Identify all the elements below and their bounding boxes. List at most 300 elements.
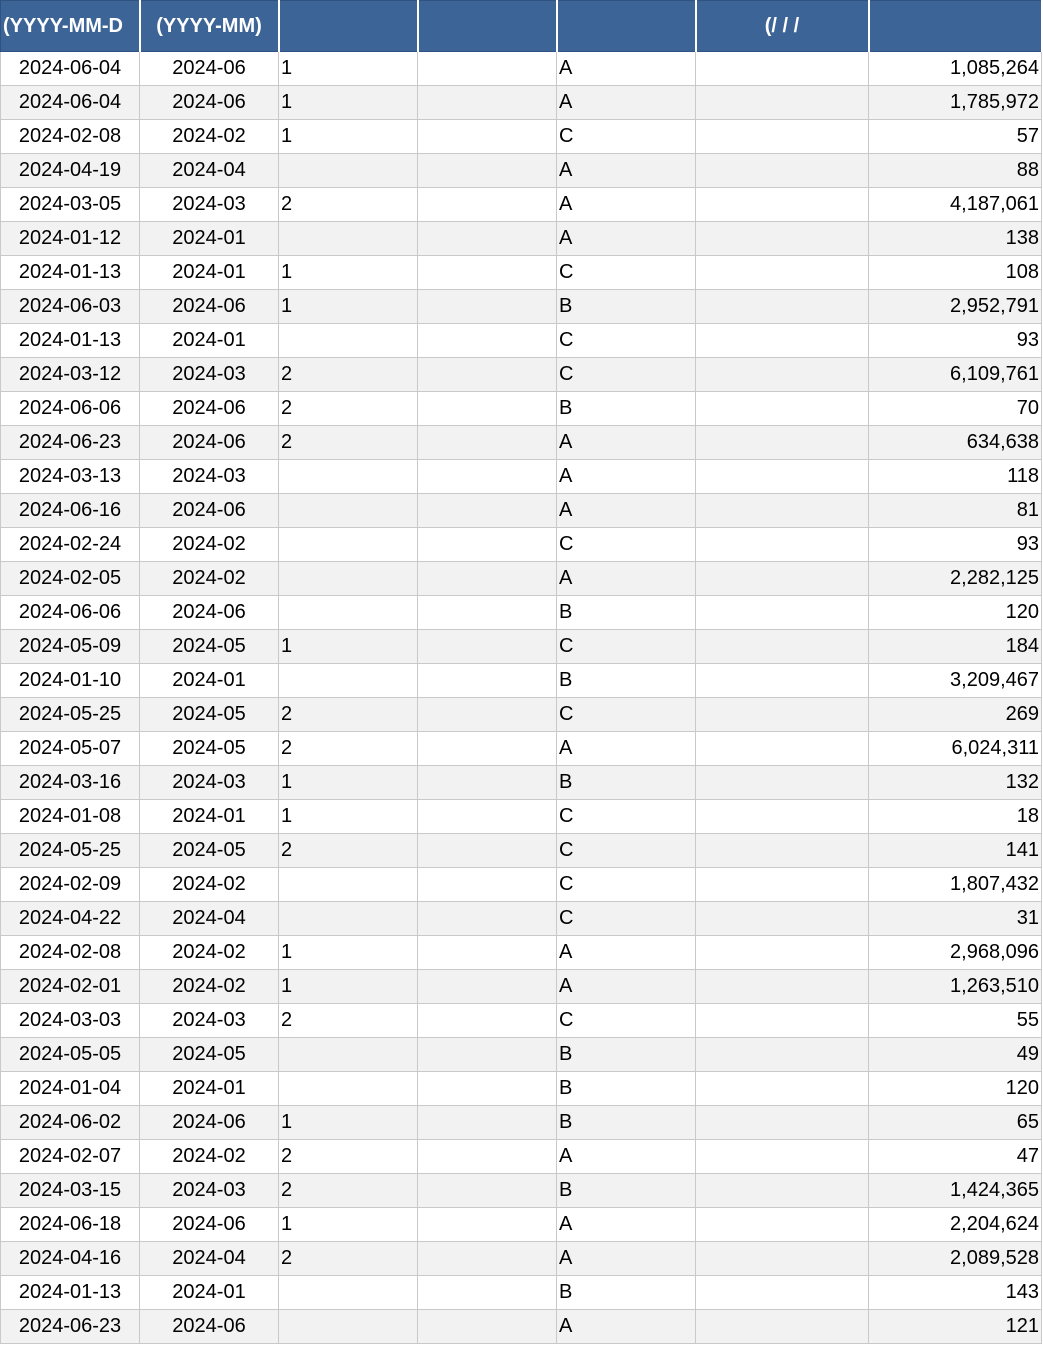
cell-col5[interactable]: B xyxy=(557,1072,696,1106)
cell-month[interactable]: 2024-01 xyxy=(140,324,279,358)
cell-col4[interactable] xyxy=(418,86,557,120)
cell-col3[interactable]: 2 xyxy=(279,1242,418,1276)
cell-month[interactable]: 2024-06 xyxy=(140,426,279,460)
table-row[interactable] xyxy=(1,188,1042,222)
cell-col5[interactable]: C xyxy=(557,800,696,834)
table-row[interactable] xyxy=(1,1310,1042,1344)
cell-col6[interactable] xyxy=(696,52,869,86)
cell-date[interactable]: 2024-02-09 xyxy=(1,868,140,902)
cell-date[interactable]: 2024-06-06 xyxy=(1,596,140,630)
cell-col4[interactable] xyxy=(418,1004,557,1038)
column-header-6[interactable]: (/ / / xyxy=(696,1,869,52)
cell-col4[interactable] xyxy=(418,596,557,630)
cell-col6[interactable] xyxy=(696,732,869,766)
table-row[interactable] xyxy=(1,630,1042,664)
cell-col6[interactable] xyxy=(696,154,869,188)
cell-date[interactable]: 2024-04-19 xyxy=(1,154,140,188)
cell-month[interactable]: 2024-06 xyxy=(140,494,279,528)
cell-col3[interactable]: 2 xyxy=(279,426,418,460)
cell-col6[interactable] xyxy=(696,460,869,494)
cell-date[interactable]: 2024-01-13 xyxy=(1,256,140,290)
cell-month[interactable]: 2024-06 xyxy=(140,392,279,426)
cell-col6[interactable] xyxy=(696,324,869,358)
cell-amount[interactable]: 121 xyxy=(869,1310,1042,1344)
cell-col6[interactable] xyxy=(696,528,869,562)
cell-amount[interactable]: 2,952,791 xyxy=(869,290,1042,324)
table-row[interactable] xyxy=(1,664,1042,698)
cell-col5[interactable]: C xyxy=(557,868,696,902)
cell-col3[interactable] xyxy=(279,1038,418,1072)
cell-date[interactable]: 2024-01-12 xyxy=(1,222,140,256)
cell-col6[interactable] xyxy=(696,1310,869,1344)
cell-col4[interactable] xyxy=(418,154,557,188)
cell-col3[interactable]: 2 xyxy=(279,698,418,732)
cell-col6[interactable] xyxy=(696,188,869,222)
cell-col5[interactable]: C xyxy=(557,630,696,664)
table-row[interactable] xyxy=(1,732,1042,766)
cell-month[interactable]: 2024-03 xyxy=(140,188,279,222)
table-row[interactable] xyxy=(1,868,1042,902)
table-row[interactable] xyxy=(1,426,1042,460)
cell-col5[interactable]: C xyxy=(557,324,696,358)
cell-amount[interactable]: 18 xyxy=(869,800,1042,834)
cell-date[interactable]: 2024-02-08 xyxy=(1,120,140,154)
cell-month[interactable]: 2024-02 xyxy=(140,528,279,562)
cell-col5[interactable]: C xyxy=(557,358,696,392)
table-row[interactable] xyxy=(1,494,1042,528)
cell-col3[interactable] xyxy=(279,528,418,562)
cell-col4[interactable] xyxy=(418,562,557,596)
table-row[interactable] xyxy=(1,1004,1042,1038)
cell-col3[interactable] xyxy=(279,596,418,630)
cell-amount[interactable]: 6,109,761 xyxy=(869,358,1042,392)
cell-col3[interactable]: 1 xyxy=(279,970,418,1004)
cell-col4[interactable] xyxy=(418,698,557,732)
cell-amount[interactable]: 120 xyxy=(869,1072,1042,1106)
cell-date[interactable]: 2024-04-22 xyxy=(1,902,140,936)
cell-col6[interactable] xyxy=(696,562,869,596)
cell-col5[interactable]: B xyxy=(557,766,696,800)
cell-col5[interactable]: C xyxy=(557,256,696,290)
column-header-5[interactable] xyxy=(557,1,696,52)
cell-month[interactable]: 2024-01 xyxy=(140,800,279,834)
cell-col3[interactable]: 1 xyxy=(279,52,418,86)
cell-col4[interactable] xyxy=(418,188,557,222)
cell-col4[interactable] xyxy=(418,902,557,936)
cell-amount[interactable]: 118 xyxy=(869,460,1042,494)
cell-col4[interactable] xyxy=(418,52,557,86)
cell-date[interactable]: 2024-03-13 xyxy=(1,460,140,494)
table-row[interactable] xyxy=(1,1242,1042,1276)
cell-col3[interactable]: 2 xyxy=(279,1140,418,1174)
cell-amount[interactable]: 31 xyxy=(869,902,1042,936)
cell-amount[interactable]: 143 xyxy=(869,1276,1042,1310)
cell-amount[interactable]: 2,089,528 xyxy=(869,1242,1042,1276)
cell-month[interactable]: 2024-06 xyxy=(140,1310,279,1344)
cell-amount[interactable]: 6,024,311 xyxy=(869,732,1042,766)
cell-col3[interactable] xyxy=(279,664,418,698)
cell-date[interactable]: 2024-05-05 xyxy=(1,1038,140,1072)
cell-col4[interactable] xyxy=(418,664,557,698)
cell-col3[interactable]: 2 xyxy=(279,834,418,868)
cell-month[interactable]: 2024-04 xyxy=(140,902,279,936)
cell-month[interactable]: 2024-05 xyxy=(140,834,279,868)
cell-amount[interactable]: 2,282,125 xyxy=(869,562,1042,596)
cell-month[interactable]: 2024-02 xyxy=(140,868,279,902)
column-header-4[interactable] xyxy=(418,1,557,52)
cell-col3[interactable]: 2 xyxy=(279,392,418,426)
cell-col5[interactable]: C xyxy=(557,698,696,732)
cell-col3[interactable]: 2 xyxy=(279,358,418,392)
cell-month[interactable]: 2024-03 xyxy=(140,358,279,392)
cell-col4[interactable] xyxy=(418,494,557,528)
cell-date[interactable]: 2024-02-08 xyxy=(1,936,140,970)
table-row[interactable] xyxy=(1,1174,1042,1208)
cell-col6[interactable] xyxy=(696,1174,869,1208)
cell-col6[interactable] xyxy=(696,120,869,154)
cell-col6[interactable] xyxy=(696,256,869,290)
table-row[interactable] xyxy=(1,1276,1042,1310)
table-row[interactable] xyxy=(1,766,1042,800)
table-row[interactable] xyxy=(1,834,1042,868)
cell-col5[interactable]: A xyxy=(557,188,696,222)
cell-month[interactable]: 2024-06 xyxy=(140,1106,279,1140)
cell-month[interactable]: 2024-01 xyxy=(140,222,279,256)
cell-month[interactable]: 2024-02 xyxy=(140,936,279,970)
cell-col5[interactable]: B xyxy=(557,1174,696,1208)
cell-col4[interactable] xyxy=(418,1310,557,1344)
cell-amount[interactable]: 1,785,972 xyxy=(869,86,1042,120)
cell-month[interactable]: 2024-06 xyxy=(140,290,279,324)
cell-col3[interactable]: 1 xyxy=(279,120,418,154)
cell-col3[interactable]: 1 xyxy=(279,936,418,970)
cell-month[interactable]: 2024-06 xyxy=(140,596,279,630)
cell-col3[interactable] xyxy=(279,460,418,494)
cell-amount[interactable]: 65 xyxy=(869,1106,1042,1140)
cell-amount[interactable]: 3,209,467 xyxy=(869,664,1042,698)
cell-col4[interactable] xyxy=(418,392,557,426)
cell-col5[interactable]: C xyxy=(557,1004,696,1038)
cell-month[interactable]: 2024-06 xyxy=(140,86,279,120)
cell-col6[interactable] xyxy=(696,596,869,630)
cell-amount[interactable]: 269 xyxy=(869,698,1042,732)
cell-col6[interactable] xyxy=(696,1242,869,1276)
cell-col6[interactable] xyxy=(696,1072,869,1106)
cell-col5[interactable]: B xyxy=(557,290,696,324)
cell-col3[interactable]: 1 xyxy=(279,86,418,120)
cell-col6[interactable] xyxy=(696,1140,869,1174)
cell-col3[interactable]: 1 xyxy=(279,1106,418,1140)
cell-col4[interactable] xyxy=(418,1140,557,1174)
cell-date[interactable]: 2024-05-09 xyxy=(1,630,140,664)
cell-date[interactable]: 2024-03-16 xyxy=(1,766,140,800)
cell-col4[interactable] xyxy=(418,732,557,766)
table-row[interactable] xyxy=(1,290,1042,324)
table-row[interactable] xyxy=(1,1140,1042,1174)
cell-col6[interactable] xyxy=(696,358,869,392)
table-row[interactable] xyxy=(1,392,1042,426)
cell-col6[interactable] xyxy=(696,222,869,256)
cell-col3[interactable] xyxy=(279,324,418,358)
cell-date[interactable]: 2024-04-16 xyxy=(1,1242,140,1276)
cell-col3[interactable] xyxy=(279,154,418,188)
cell-month[interactable]: 2024-06 xyxy=(140,1208,279,1242)
cell-col5[interactable]: A xyxy=(557,1242,696,1276)
cell-col5[interactable]: A xyxy=(557,154,696,188)
cell-col5[interactable]: A xyxy=(557,1140,696,1174)
cell-amount[interactable]: 141 xyxy=(869,834,1042,868)
cell-amount[interactable]: 138 xyxy=(869,222,1042,256)
cell-date[interactable]: 2024-03-12 xyxy=(1,358,140,392)
cell-col4[interactable] xyxy=(418,970,557,1004)
cell-col6[interactable] xyxy=(696,834,869,868)
cell-col4[interactable] xyxy=(418,426,557,460)
cell-col4[interactable] xyxy=(418,766,557,800)
cell-col6[interactable] xyxy=(696,1106,869,1140)
cell-col3[interactable] xyxy=(279,1072,418,1106)
cell-col4[interactable] xyxy=(418,222,557,256)
cell-col6[interactable] xyxy=(696,868,869,902)
cell-col3[interactable] xyxy=(279,222,418,256)
table-row[interactable] xyxy=(1,970,1042,1004)
cell-col4[interactable] xyxy=(418,1072,557,1106)
cell-col6[interactable] xyxy=(696,1038,869,1072)
cell-date[interactable]: 2024-05-25 xyxy=(1,834,140,868)
cell-col6[interactable] xyxy=(696,630,869,664)
cell-month[interactable]: 2024-03 xyxy=(140,1004,279,1038)
cell-col4[interactable] xyxy=(418,1276,557,1310)
cell-col5[interactable]: A xyxy=(557,494,696,528)
cell-col6[interactable] xyxy=(696,800,869,834)
cell-col5[interactable]: A xyxy=(557,562,696,596)
cell-col6[interactable] xyxy=(696,936,869,970)
cell-col3[interactable]: 2 xyxy=(279,1004,418,1038)
cell-col5[interactable]: B xyxy=(557,1106,696,1140)
cell-col4[interactable] xyxy=(418,1038,557,1072)
cell-amount[interactable]: 120 xyxy=(869,596,1042,630)
cell-amount[interactable]: 81 xyxy=(869,494,1042,528)
cell-col3[interactable]: 1 xyxy=(279,1208,418,1242)
cell-col3[interactable]: 2 xyxy=(279,732,418,766)
cell-month[interactable]: 2024-05 xyxy=(140,1038,279,1072)
cell-date[interactable]: 2024-02-07 xyxy=(1,1140,140,1174)
table-row[interactable] xyxy=(1,256,1042,290)
cell-col5[interactable]: B xyxy=(557,1038,696,1072)
cell-date[interactable]: 2024-06-23 xyxy=(1,1310,140,1344)
cell-col3[interactable]: 1 xyxy=(279,290,418,324)
cell-col3[interactable]: 2 xyxy=(279,1174,418,1208)
cell-month[interactable]: 2024-01 xyxy=(140,256,279,290)
cell-month[interactable]: 2024-05 xyxy=(140,630,279,664)
cell-col6[interactable] xyxy=(696,1276,869,1310)
cell-date[interactable]: 2024-03-03 xyxy=(1,1004,140,1038)
cell-date[interactable]: 2024-01-10 xyxy=(1,664,140,698)
table-row[interactable] xyxy=(1,562,1042,596)
cell-date[interactable]: 2024-05-07 xyxy=(1,732,140,766)
cell-month[interactable]: 2024-04 xyxy=(140,154,279,188)
cell-col6[interactable] xyxy=(696,494,869,528)
cell-col4[interactable] xyxy=(418,834,557,868)
cell-col5[interactable]: B xyxy=(557,1276,696,1310)
table-row[interactable] xyxy=(1,698,1042,732)
cell-col3[interactable] xyxy=(279,902,418,936)
cell-col6[interactable] xyxy=(696,86,869,120)
cell-col6[interactable] xyxy=(696,970,869,1004)
cell-col5[interactable]: B xyxy=(557,392,696,426)
cell-col5[interactable]: A xyxy=(557,222,696,256)
cell-date[interactable]: 2024-06-04 xyxy=(1,52,140,86)
table-row[interactable] xyxy=(1,1208,1042,1242)
cell-col5[interactable]: A xyxy=(557,460,696,494)
table-row[interactable] xyxy=(1,1106,1042,1140)
cell-col4[interactable] xyxy=(418,1208,557,1242)
cell-col4[interactable] xyxy=(418,290,557,324)
cell-col3[interactable]: 1 xyxy=(279,630,418,664)
cell-col4[interactable] xyxy=(418,630,557,664)
cell-date[interactable]: 2024-06-03 xyxy=(1,290,140,324)
cell-amount[interactable]: 184 xyxy=(869,630,1042,664)
cell-amount[interactable]: 70 xyxy=(869,392,1042,426)
cell-date[interactable]: 2024-06-16 xyxy=(1,494,140,528)
cell-month[interactable]: 2024-06 xyxy=(140,52,279,86)
cell-col3[interactable]: 1 xyxy=(279,800,418,834)
table-row[interactable] xyxy=(1,222,1042,256)
table-row[interactable] xyxy=(1,154,1042,188)
cell-amount[interactable]: 88 xyxy=(869,154,1042,188)
cell-col4[interactable] xyxy=(418,120,557,154)
cell-col4[interactable] xyxy=(418,1242,557,1276)
cell-col6[interactable] xyxy=(696,1208,869,1242)
cell-month[interactable]: 2024-02 xyxy=(140,562,279,596)
cell-amount[interactable]: 108 xyxy=(869,256,1042,290)
cell-col3[interactable]: 2 xyxy=(279,188,418,222)
cell-col6[interactable] xyxy=(696,766,869,800)
cell-col5[interactable]: C xyxy=(557,120,696,154)
table-row[interactable] xyxy=(1,358,1042,392)
table-row[interactable] xyxy=(1,936,1042,970)
cell-date[interactable]: 2024-06-02 xyxy=(1,1106,140,1140)
cell-date[interactable]: 2024-01-13 xyxy=(1,324,140,358)
cell-col4[interactable] xyxy=(418,936,557,970)
cell-amount[interactable]: 93 xyxy=(869,528,1042,562)
cell-col5[interactable]: A xyxy=(557,426,696,460)
column-header-3[interactable] xyxy=(279,1,418,52)
cell-amount[interactable]: 132 xyxy=(869,766,1042,800)
cell-date[interactable]: 2024-02-24 xyxy=(1,528,140,562)
cell-date[interactable]: 2024-03-15 xyxy=(1,1174,140,1208)
table-row[interactable] xyxy=(1,902,1042,936)
cell-col4[interactable] xyxy=(418,868,557,902)
cell-col3[interactable] xyxy=(279,868,418,902)
table-row[interactable] xyxy=(1,324,1042,358)
cell-col4[interactable] xyxy=(418,358,557,392)
cell-month[interactable]: 2024-02 xyxy=(140,970,279,1004)
cell-amount[interactable]: 1,424,365 xyxy=(869,1174,1042,1208)
table-row[interactable] xyxy=(1,460,1042,494)
cell-col6[interactable] xyxy=(696,392,869,426)
column-header-month[interactable]: (YYYY-MM) xyxy=(140,1,279,52)
cell-amount[interactable]: 1,085,264 xyxy=(869,52,1042,86)
cell-month[interactable]: 2024-04 xyxy=(140,1242,279,1276)
cell-col4[interactable] xyxy=(418,528,557,562)
cell-month[interactable]: 2024-05 xyxy=(140,732,279,766)
cell-amount[interactable]: 55 xyxy=(869,1004,1042,1038)
cell-amount[interactable]: 4,187,061 xyxy=(869,188,1042,222)
cell-col5[interactable]: A xyxy=(557,1208,696,1242)
cell-month[interactable]: 2024-01 xyxy=(140,1276,279,1310)
cell-col5[interactable]: A xyxy=(557,1310,696,1344)
cell-col3[interactable] xyxy=(279,562,418,596)
column-header-amount[interactable] xyxy=(869,1,1042,52)
cell-col5[interactable]: B xyxy=(557,664,696,698)
cell-date[interactable]: 2024-06-18 xyxy=(1,1208,140,1242)
table-row[interactable] xyxy=(1,800,1042,834)
cell-date[interactable]: 2024-01-13 xyxy=(1,1276,140,1310)
cell-amount[interactable]: 2,204,624 xyxy=(869,1208,1042,1242)
cell-month[interactable]: 2024-03 xyxy=(140,460,279,494)
cell-month[interactable]: 2024-02 xyxy=(140,120,279,154)
cell-date[interactable]: 2024-06-04 xyxy=(1,86,140,120)
cell-amount[interactable]: 47 xyxy=(869,1140,1042,1174)
cell-month[interactable]: 2024-03 xyxy=(140,766,279,800)
cell-col4[interactable] xyxy=(418,324,557,358)
cell-col5[interactable]: A xyxy=(557,52,696,86)
cell-col3[interactable] xyxy=(279,1310,418,1344)
cell-col6[interactable] xyxy=(696,664,869,698)
cell-col5[interactable]: B xyxy=(557,596,696,630)
cell-col3[interactable]: 1 xyxy=(279,256,418,290)
cell-date[interactable]: 2024-03-05 xyxy=(1,188,140,222)
table-row[interactable] xyxy=(1,52,1042,86)
cell-col6[interactable] xyxy=(696,902,869,936)
cell-col4[interactable] xyxy=(418,1174,557,1208)
cell-col4[interactable] xyxy=(418,1106,557,1140)
cell-amount[interactable]: 57 xyxy=(869,120,1042,154)
cell-col5[interactable]: A xyxy=(557,970,696,1004)
cell-col6[interactable] xyxy=(696,426,869,460)
table-row[interactable] xyxy=(1,528,1042,562)
cell-col5[interactable]: C xyxy=(557,834,696,868)
cell-col3[interactable]: 1 xyxy=(279,766,418,800)
column-header-date[interactable]: (YYYY-MM-D xyxy=(1,1,140,52)
cell-date[interactable]: 2024-05-25 xyxy=(1,698,140,732)
cell-col5[interactable]: C xyxy=(557,902,696,936)
cell-amount[interactable]: 93 xyxy=(869,324,1042,358)
cell-month[interactable]: 2024-05 xyxy=(140,698,279,732)
cell-col5[interactable]: A xyxy=(557,936,696,970)
table-row[interactable] xyxy=(1,120,1042,154)
cell-col5[interactable]: A xyxy=(557,86,696,120)
cell-month[interactable]: 2024-02 xyxy=(140,1140,279,1174)
cell-amount[interactable]: 1,807,432 xyxy=(869,868,1042,902)
cell-amount[interactable]: 1,263,510 xyxy=(869,970,1042,1004)
cell-col6[interactable] xyxy=(696,1004,869,1038)
cell-amount[interactable]: 49 xyxy=(869,1038,1042,1072)
table-row[interactable] xyxy=(1,596,1042,630)
cell-date[interactable]: 2024-02-01 xyxy=(1,970,140,1004)
cell-col4[interactable] xyxy=(418,256,557,290)
cell-col3[interactable] xyxy=(279,1276,418,1310)
cell-col6[interactable] xyxy=(696,698,869,732)
cell-date[interactable]: 2024-02-05 xyxy=(1,562,140,596)
cell-col4[interactable] xyxy=(418,800,557,834)
cell-col4[interactable] xyxy=(418,460,557,494)
cell-col5[interactable]: A xyxy=(557,732,696,766)
cell-col3[interactable] xyxy=(279,494,418,528)
cell-col5[interactable]: C xyxy=(557,528,696,562)
table-row[interactable] xyxy=(1,86,1042,120)
cell-date[interactable]: 2024-01-04 xyxy=(1,1072,140,1106)
